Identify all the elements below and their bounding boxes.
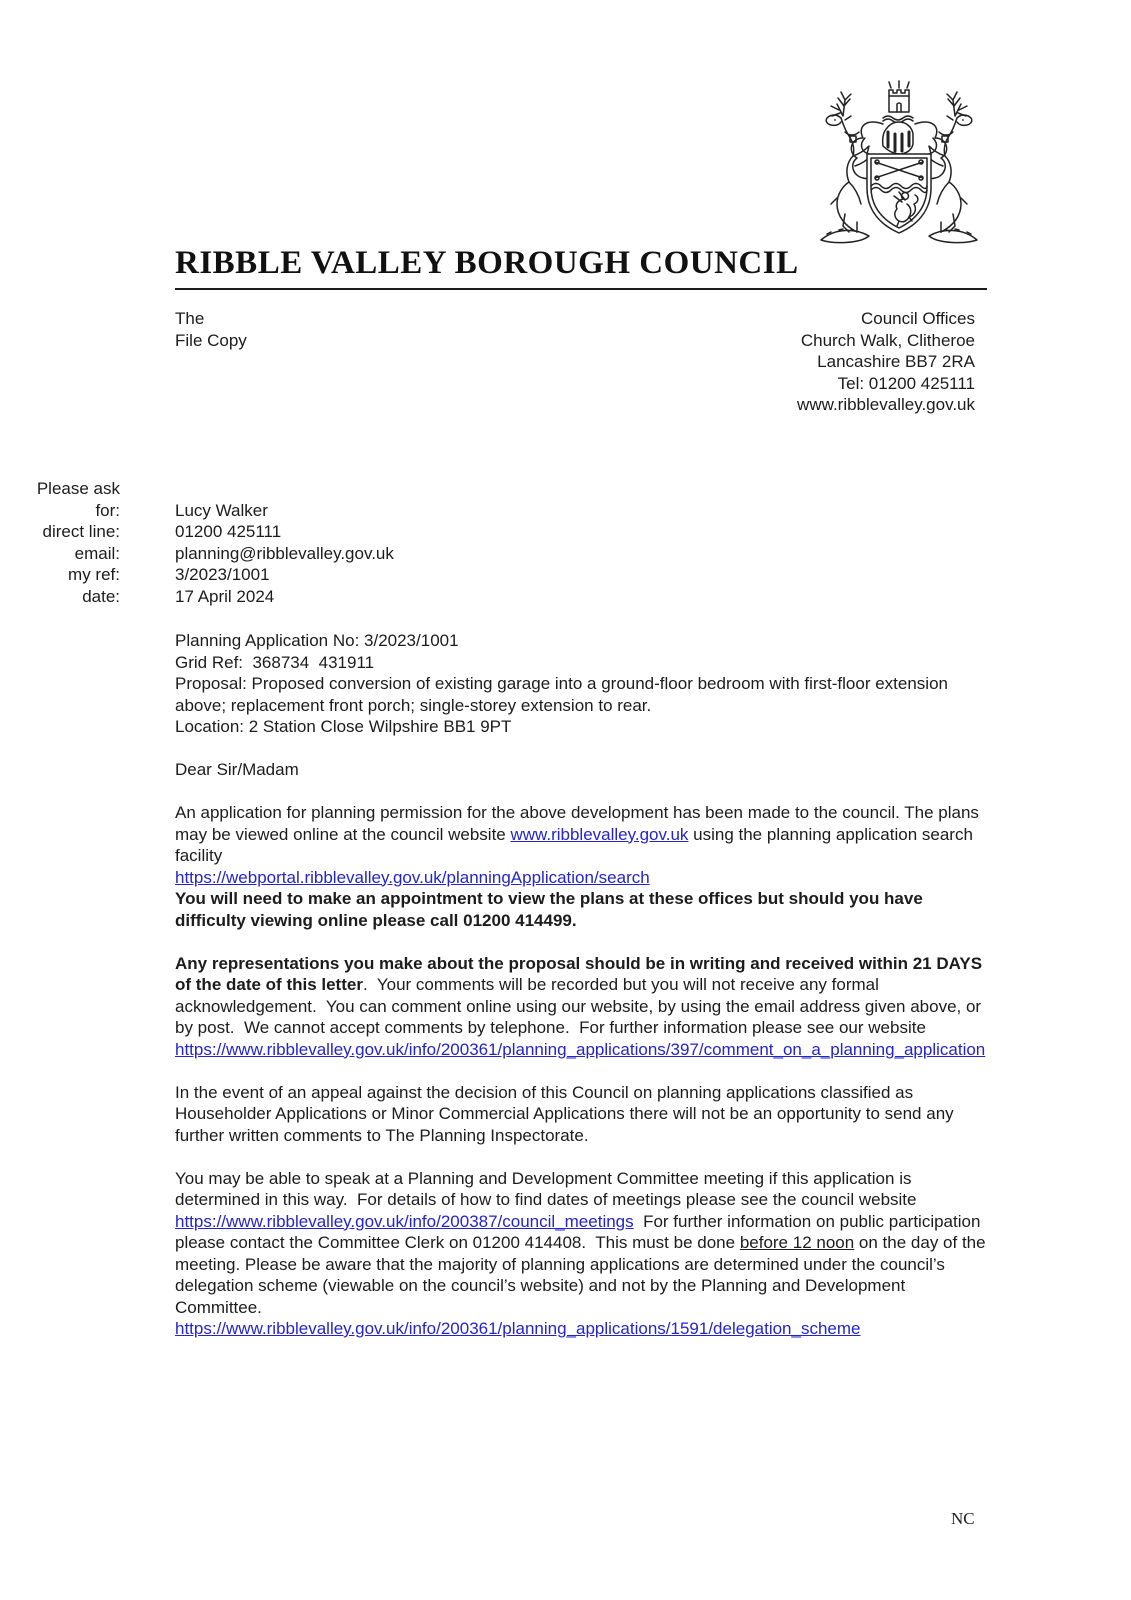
address-line: Lancashire BB7 2RA [817,352,975,371]
council-address [797,308,975,416]
council-website-link[interactable]: www.ribblevalley.gov.uk [510,824,689,844]
text-run: An application for planning permission for the above development has been made to the council. The plans may be viewed online at the council website [175,803,979,844]
contact-value-phone: 01200 425111 [175,522,282,541]
contact-value-name: Lucy Walker [175,500,268,520]
location: Location: 2 Station Close Wilpshire BB1 9PT [175,717,512,736]
text-run: using the planning application search facility [175,824,973,865]
letter-header-row [175,308,975,416]
contact-label: Please ask [36,479,120,498]
coat-of-arms-icon [793,74,1005,246]
contact-label: my ref: [68,565,120,584]
contact-label: email: [74,543,120,563]
text-run: You may be able to speak at a Planning and Development Committee meeting if this application is determined in this way. For details of how to find dates of meetings please see the council website [175,1168,917,1209]
copy-line: File Copy [175,330,247,350]
address-line: Church Walk, Clitheroe [800,330,975,350]
contact-details-block [28,478,394,607]
planning-search-link[interactable]: https://webportal.ribblevalley.gov.uk/planningApplication/search [175,867,650,887]
file-copy-label [175,308,247,416]
text-run: on the day of the meeting. Please be aware that the majority of planning applications are determined under the council’s delegation scheme (viewable on the council’s website) and not by the Planning and Development Committee. [175,1233,986,1317]
copy-line: The [175,309,205,328]
salutation: Dear Sir/Madam [175,760,299,779]
council-meetings-link[interactable]: https://www.ribblevalley.gov.uk/info/200387/council_meetings [175,1211,634,1231]
paragraph-viewing [175,802,988,931]
application-number: Planning Application No: 3/2023/1001 [175,631,459,650]
paragraph-appeal: In the event of an appeal against the decision of this Council on planning applications classified as Householder Applications or Minor Commercial Applications there will not be an opportunity to send any further written comments to The Planning Inspectorate. [175,1082,954,1145]
application-details [175,630,988,738]
grid-ref: Grid Ref: 368734 431911 [175,652,375,672]
comment-on-planning-link[interactable]: https://www.ribblevalley.gov.uk/info/200361/planning_applications/397/comment_on_a_planning_application [175,1039,986,1059]
contact-label: date: [82,586,120,606]
address-line: Council Offices [860,309,975,328]
footer-initials: NC [951,1509,975,1528]
contact-label: for: [95,500,120,520]
text-run: For further information on public participation please contact the Committee Clerk on 01200 414408. This must be done [175,1211,981,1252]
address-line: www.ribblevalley.gov.uk [797,395,975,414]
contact-value [175,478,394,500]
contact-value-date: 17 April 2024 [175,586,275,606]
contact-value-email: planning@ribblevalley.gov.uk [175,543,394,563]
representations-notice: Any representations you make about the proposal should be in writing and received within 21 DAYS of the date of this letter [175,953,983,994]
paragraph-representations [175,953,988,1061]
deadline-emphasis: before 12 noon [739,1233,855,1252]
appointment-notice: You will need to make an appointment to view the plans at these offices but should you have difficulty viewing online please call 01200 414499. [175,889,923,930]
address-line: Tel: 01200 425111 [837,373,975,393]
paragraph-committee [175,1168,988,1340]
text-run: . Your comments will be recorded but you will not receive any formal acknowledgement. You can comment online using our website, by using the email address given above, or by post. We cannot accept comments by telephone. For further information please see our website [175,975,982,1037]
contact-value-ref: 3/2023/1001 [175,565,270,584]
delegation-scheme-link[interactable]: https://www.ribblevalley.gov.uk/info/200361/planning_applications/1591/delegation_scheme [175,1319,861,1338]
letter-body [175,630,988,1361]
contact-label: direct line: [42,522,120,541]
proposal: Proposal: Proposed conversion of existing garage into a ground-floor bedroom with first-floor extension above; replacement front porch; single-storey extension to rear. [175,674,948,715]
council-name-title: RIBBLE VALLEY BOROUGH COUNCIL [175,244,987,290]
